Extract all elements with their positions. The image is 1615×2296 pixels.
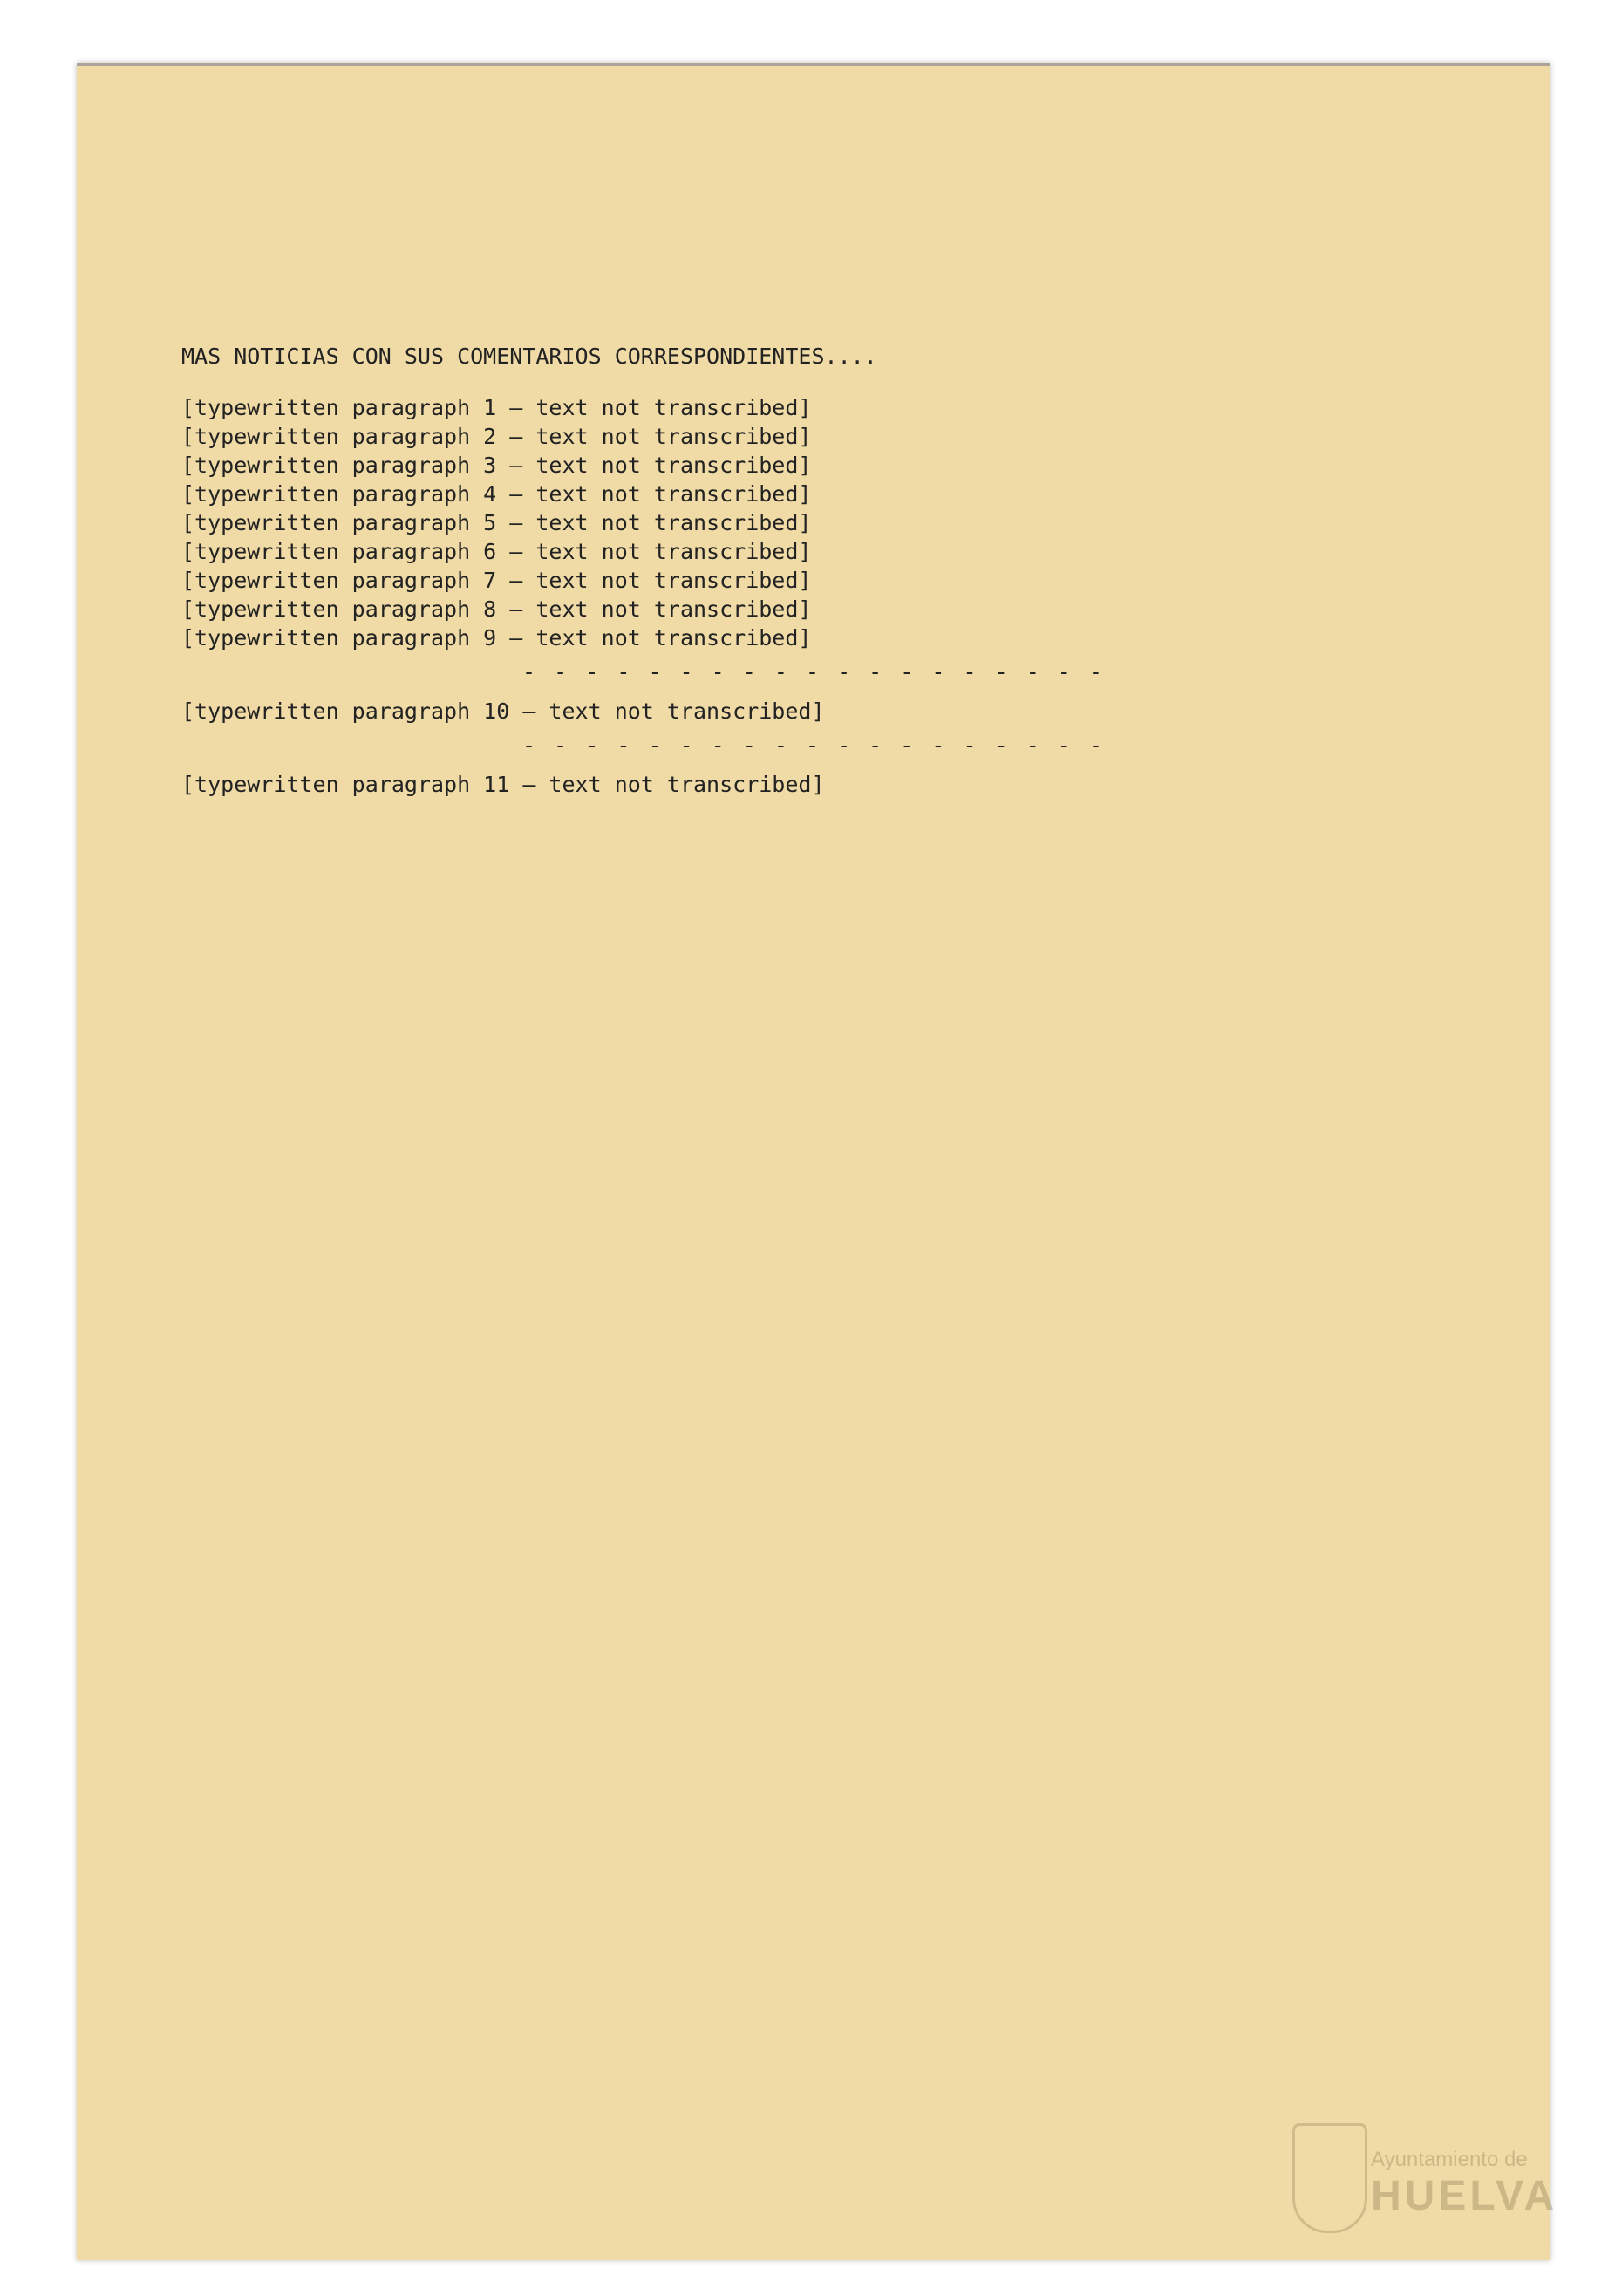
paragraph: [typewritten paragraph 2 — text not transcribed] [181, 424, 812, 449]
paragraph: [typewritten paragraph 7 — text not transcribed] [181, 568, 812, 593]
watermark-line2: HUELVA [1371, 2173, 1558, 2219]
paragraph: [typewritten paragraph 6 — text not transcribed] [181, 539, 812, 564]
section-separator: - - - - - - - - - - - - - - - - - - - [522, 732, 1105, 758]
document-sheet [77, 63, 1550, 2260]
paragraph-misas: [typewritten paragraph 11 — text not transcribed] [181, 772, 825, 797]
sheet-top-edge [77, 63, 1550, 66]
section-separator: - - - - - - - - - - - - - - - - - - - [522, 659, 1105, 685]
coat-of-arms-icon [1292, 2123, 1367, 2233]
typed-text-body [181, 342, 1446, 799]
paragraph-carmelite: [typewritten paragraph 10 — text not transcribed] [181, 698, 825, 724]
watermark-logo [1292, 2115, 1558, 2245]
paragraph: [typewritten paragraph 9 — text not transcribed] [181, 625, 812, 651]
paragraph: [typewritten paragraph 3 — text not transcribed] [181, 453, 812, 478]
paragraph: [typewritten paragraph 4 — text not transcribed] [181, 481, 812, 507]
watermark-line1: Ayuntamiento de [1371, 2148, 1528, 2171]
document-heading: MAS NOTICIAS CON SUS COMENTARIOS CORRESPONDIENTES.... [181, 344, 877, 369]
paragraph: [typewritten paragraph 5 — text not transcribed] [181, 510, 812, 535]
paragraph: [typewritten paragraph 1 — text not transcribed] [181, 395, 812, 420]
paragraph: [typewritten paragraph 8 — text not transcribed] [181, 596, 812, 622]
